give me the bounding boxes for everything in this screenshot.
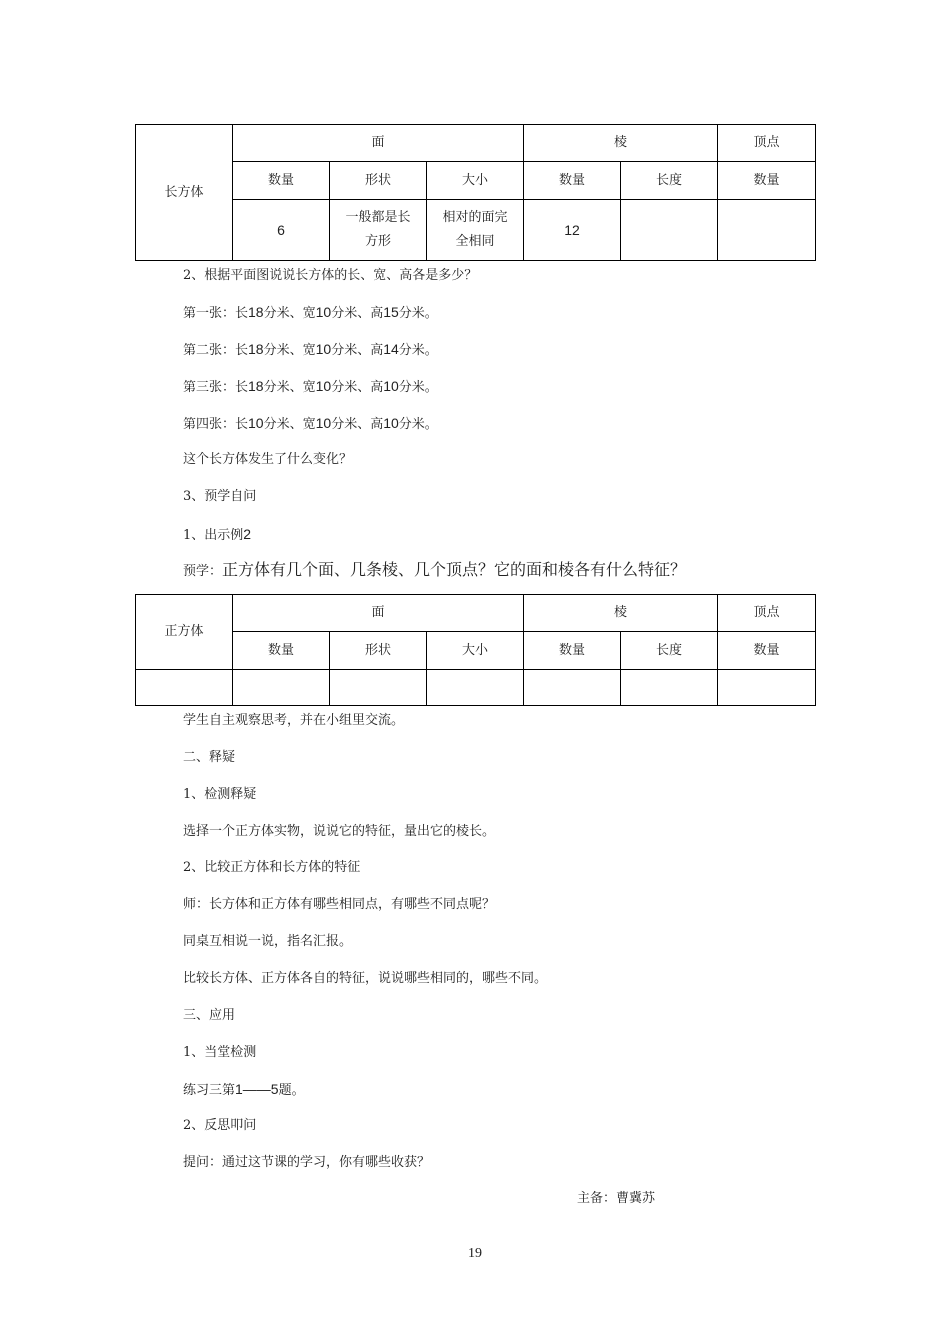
cube-edge-length-cell: [621, 670, 718, 706]
exercise-line: 练习三第1——5题。: [183, 1081, 305, 1098]
edge-count-value: 12: [524, 200, 621, 261]
edge-header: 棱: [524, 125, 718, 162]
cube-table: [135, 594, 816, 706]
cube-face-count-header: 数量: [233, 632, 330, 670]
cube-row-label: 正方体: [136, 595, 233, 670]
sheet-3: 第三张：长18分米、宽10分米、高10分米。: [183, 378, 438, 395]
cube-face-size-cell: [427, 670, 524, 706]
compare-line: 比较长方体、正方体各自的特征，说说哪些相同的，哪些不同。: [183, 971, 548, 986]
edge-length-value: [621, 200, 718, 261]
part3-title: 三、应用: [183, 1008, 236, 1023]
edge-length-header: 长度: [621, 162, 718, 200]
cube-face-size-header: 大小: [427, 632, 524, 670]
cube-vertex-count-header: 数量: [718, 632, 816, 670]
page-number: 19: [468, 1246, 482, 1261]
author-line: 主备：曹冀苏: [577, 1191, 656, 1206]
vertex-count-header: 数量: [718, 162, 816, 200]
part2-title: 二、释疑: [183, 750, 236, 765]
face-size-header: 大小: [427, 162, 524, 200]
face-count-value: 6: [233, 200, 330, 261]
cube-face-header: 面: [233, 595, 524, 632]
face-header: 面: [233, 125, 524, 162]
sheet-1: 第一张：长18分米、宽10分米、高15分米。: [183, 304, 438, 321]
face-count-header: 数量: [233, 162, 330, 200]
cube-vertex-count-cell: [718, 670, 816, 706]
cube-edge-header: 棱: [524, 595, 718, 632]
sheet-2: 第二张：长18分米、宽10分米、高14分米。: [183, 341, 438, 358]
sheet-4: 第四张：长10分米、宽10分米、高10分米。: [183, 415, 438, 432]
part2-item2: 2、比较正方体和长方体的特征: [183, 860, 361, 875]
example-line: 1、出示例2: [183, 526, 252, 543]
face-shape-value: 一般都是长方形: [330, 200, 427, 261]
pair-talk: 同桌互相说一说，指名汇报。: [183, 934, 353, 949]
cube-edge-length-header: 长度: [621, 632, 718, 670]
vertex-header: 顶点: [718, 125, 816, 162]
face-shape-header: 形状: [330, 162, 427, 200]
cube-face-count-cell: [233, 670, 330, 706]
teacher-question: 师：长方体和正方体有哪些相同点，有哪些不同点呢？: [183, 897, 496, 912]
vertex-count-value: [718, 200, 816, 261]
cube-face-shape-header: 形状: [330, 632, 427, 670]
cuboid-row-label: 长方体: [136, 125, 233, 261]
cube-edge-count-header: 数量: [524, 632, 621, 670]
prestudy-line: 预学：正方体有几个面、几条棱、几个顶点？它的面和棱各有什么特征？: [183, 560, 687, 579]
edge-count-header: 数量: [524, 162, 621, 200]
reflect-question: 提问：通过这节课的学习，你有哪些收获？: [183, 1155, 431, 1170]
cuboid-table: [135, 124, 816, 261]
cube-edge-count-cell: [524, 670, 621, 706]
part3-item1: 1、当堂检测: [183, 1045, 257, 1060]
observe-line: 学生自主观察思考，并在小组里交流。: [183, 713, 405, 728]
part2-item1-text: 选择一个正方体实物，说说它的特征，量出它的棱长。: [183, 824, 496, 839]
part2-item1: 1、检测释疑: [183, 787, 257, 802]
question-dimensions: 2、根据平面图说说长方体的长、宽、高各是多少？: [183, 268, 478, 283]
change-question: 这个长方体发生了什么变化？: [183, 452, 353, 467]
part3-item2: 2、反思叩问: [183, 1118, 257, 1133]
cube-face-shape-cell: [330, 670, 427, 706]
face-size-value: 相对的面完全相同: [427, 200, 524, 261]
cube-vertex-header: 顶点: [718, 595, 816, 632]
cube-label-cell-empty: [136, 670, 233, 706]
section3-title: 3、预学自问: [183, 489, 257, 504]
